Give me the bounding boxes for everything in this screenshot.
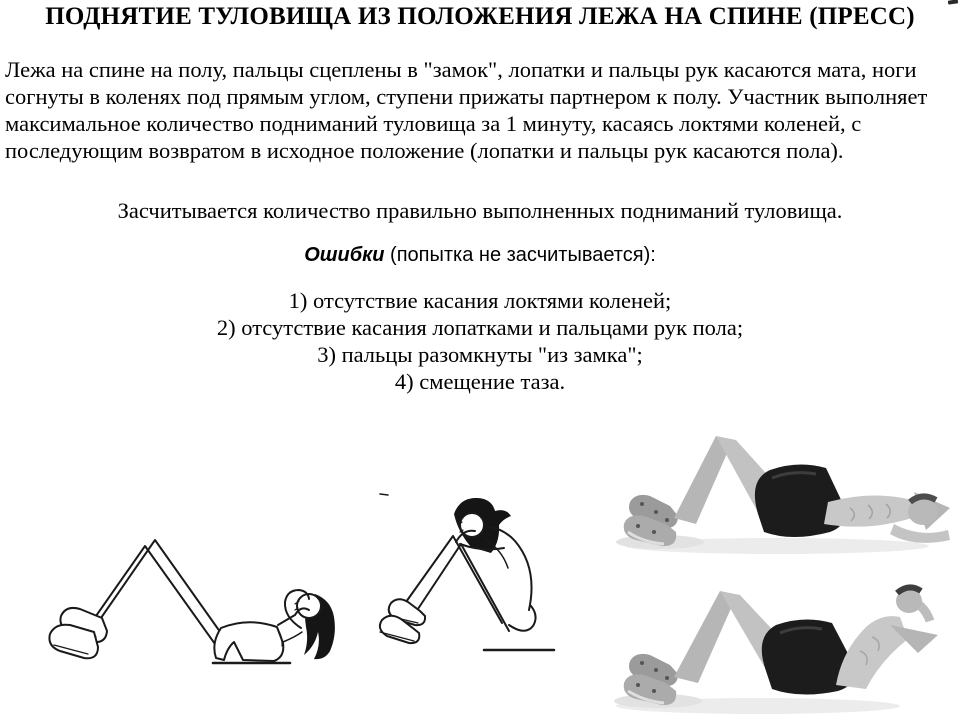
error-list-item: 2) отсутствие касания лопатками и пальцами рук пола; xyxy=(216,315,744,340)
forearm-shape xyxy=(890,524,950,543)
hip-curve xyxy=(509,606,536,631)
page-title: ПОДНЯТИЕ ТУЛОВИЩА ИЗ ПОЛОЖЕНИЯ ЛЕЖА НА СПИНЕ (ПРЕСС) xyxy=(45,3,915,30)
belly-line xyxy=(283,632,302,642)
errors-heading xyxy=(0,243,960,268)
stray-scan-mark xyxy=(380,494,388,495)
figure-situp-up-photo xyxy=(608,565,948,715)
scoring-note: Засчитывается количество правильно выполненных подниманий туловища. xyxy=(117,198,843,223)
errors-heading-word: Ошибки xyxy=(304,244,385,266)
figure-situp-start-photo xyxy=(612,420,952,560)
error-list xyxy=(0,287,960,395)
error-list-item: 3) пальцы разомкнуты "из замка"; xyxy=(317,342,643,367)
error-list-item: 4) смещение таза. xyxy=(394,369,566,394)
situp-up-drawing-image xyxy=(368,492,568,657)
errors-heading-rest: (попытка не засчитывается): xyxy=(384,244,656,266)
exercise-description: Лежа на спине на полу, пальцы сцеплены в "замок", лопатки и пальцы рук касаются мата, ноги согнуты в коленях под прямым углом, ступени прижаты партнером к полу. Участник выполняет максимальное количество подниманий туловища за 1 минуту, касаясь локтями коленей, с последующим возвратом в исходное положение (лопатки и пальцы рук касаются пола). xyxy=(5,57,928,163)
situp-start-drawing-image xyxy=(38,515,338,665)
torso-shape xyxy=(824,495,918,526)
shorts-shape xyxy=(755,464,845,537)
situp-up-photo-image xyxy=(608,565,948,715)
error-list-item: 1) отсутствие касания локтями коленей; xyxy=(288,288,672,313)
leg-front xyxy=(94,540,223,636)
shin-shape xyxy=(674,591,736,683)
shorts-shape xyxy=(214,622,283,661)
situp-start-photo-image xyxy=(612,420,952,560)
figure-situp-start-drawing xyxy=(38,515,338,665)
figure-situp-up-drawing xyxy=(368,492,568,657)
